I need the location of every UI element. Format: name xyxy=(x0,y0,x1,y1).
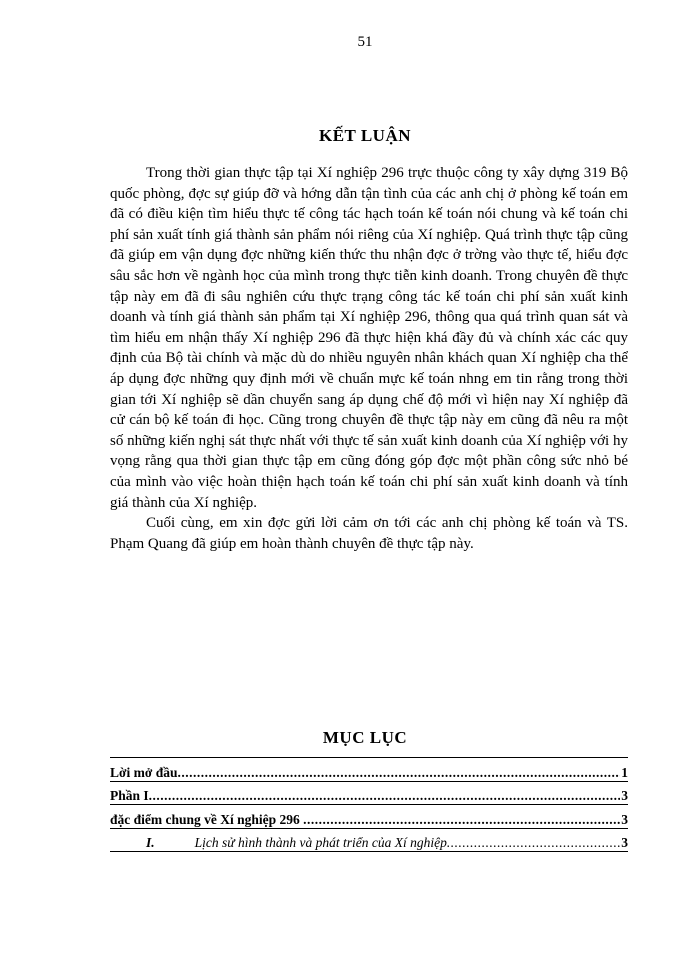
toc-entry-number: I. xyxy=(146,835,155,850)
toc-entry-label: Phần I xyxy=(110,788,149,803)
toc-heading: MỤC LỤC xyxy=(322,728,408,747)
conclusion-heading: KẾT LUẬN xyxy=(318,126,411,145)
conclusion-paragraph: Cuối cùng, em xin đợc gửi lời cảm ơn tới các anh chị phòng kế toán và TS. Phạm Quang đã giúp em hoàn thành chuyên đề thực tập này. xyxy=(110,515,628,552)
toc-entry-page: 3 xyxy=(621,835,628,850)
toc-leader-dots xyxy=(303,812,620,828)
toc-entry-page: 3 xyxy=(621,788,628,803)
toc-entry-label: Lời mở đầu xyxy=(110,764,178,780)
table-of-contents xyxy=(110,757,628,852)
toc-entry-page: 1 xyxy=(621,764,628,780)
toc-entry-label: đặc điểm chung về Xí nghiệp 296 xyxy=(110,811,304,827)
toc-entry[interactable] xyxy=(110,782,628,806)
conclusion-paragraph: Trong thời gian thực tập tại Xí nghiệp 296 trực thuộc công ty xây dựng 319 Bộ quốc phòng, đợc sự giúp đỡ và hớng dẫn tận tình của các anh chị ở phòng kế toán em đã có điều kiện tìm hiểu thực tế công tác hạch toán kế toán nói chung và kế toán chi phí sản xuất tính giá thành sản phẩm nói riêng của Xí nghiệp. Quá trình thực tập cũng đã giúp em vận dụng đợc những kiến thức thu nhận đợc ở trờng vào thực tế, hiểu đợc sâu sắc hơn về ngành học của mình trong thực tiễn kinh doanh. Trong chuyên đề thực tập này em đã đi sâu nghiên cứu thực trạng công tác kế toán chi phí sản xuất kinh doanh và tính giá thành sản phẩm tại Xí nghiệp 296, thông qua quá trình quan sát và tìm hiểu em nhận thấy Xí nghiệp 296 đã thực hiện khá đầy đủ và chính xác các quy định của Bộ tài chính và mặc dù do nhiều nguyên nhân khách quan Xí nghiệp cha thể áp dụng đợc những quy định mới về chuẩn mực kế toán nhng em tin rằng trong thời gian tới Xí nghiệp sẽ dần chuyển sang áp dụng chế độ mới vì hiện nay Xí nghiệp đã cử cán bộ kế toán đi học. Cũng trong chuyên đề thực tập này em cũng đã nêu ra một số những kiến nghị sát thực nhất với thực tế sản xuất kinh doanh của Xí nghiệp với hy vọng rằng qua thời gian thực tập em cũng đóng góp đợc một phần công sức nhỏ bé của mình vào việc hoàn thiện hạch toán kế toán chi phí sản xuất kinh doanh và tính giá thành của Xí nghiệp. xyxy=(110,165,628,511)
toc-entry[interactable] xyxy=(110,757,628,782)
conclusion-body xyxy=(110,163,628,554)
page-number: 51 xyxy=(357,34,373,50)
toc-entry-label: Lịch sử hình thành và phát triển của Xí nghiệp xyxy=(194,835,447,850)
toc-entry-page: 3 xyxy=(621,811,628,827)
toc-leader-dots xyxy=(177,765,620,781)
toc-entry[interactable] xyxy=(110,829,628,853)
toc-entry[interactable] xyxy=(110,805,628,829)
toc-leader-dots xyxy=(447,835,620,851)
toc-leader-dots xyxy=(149,788,621,804)
